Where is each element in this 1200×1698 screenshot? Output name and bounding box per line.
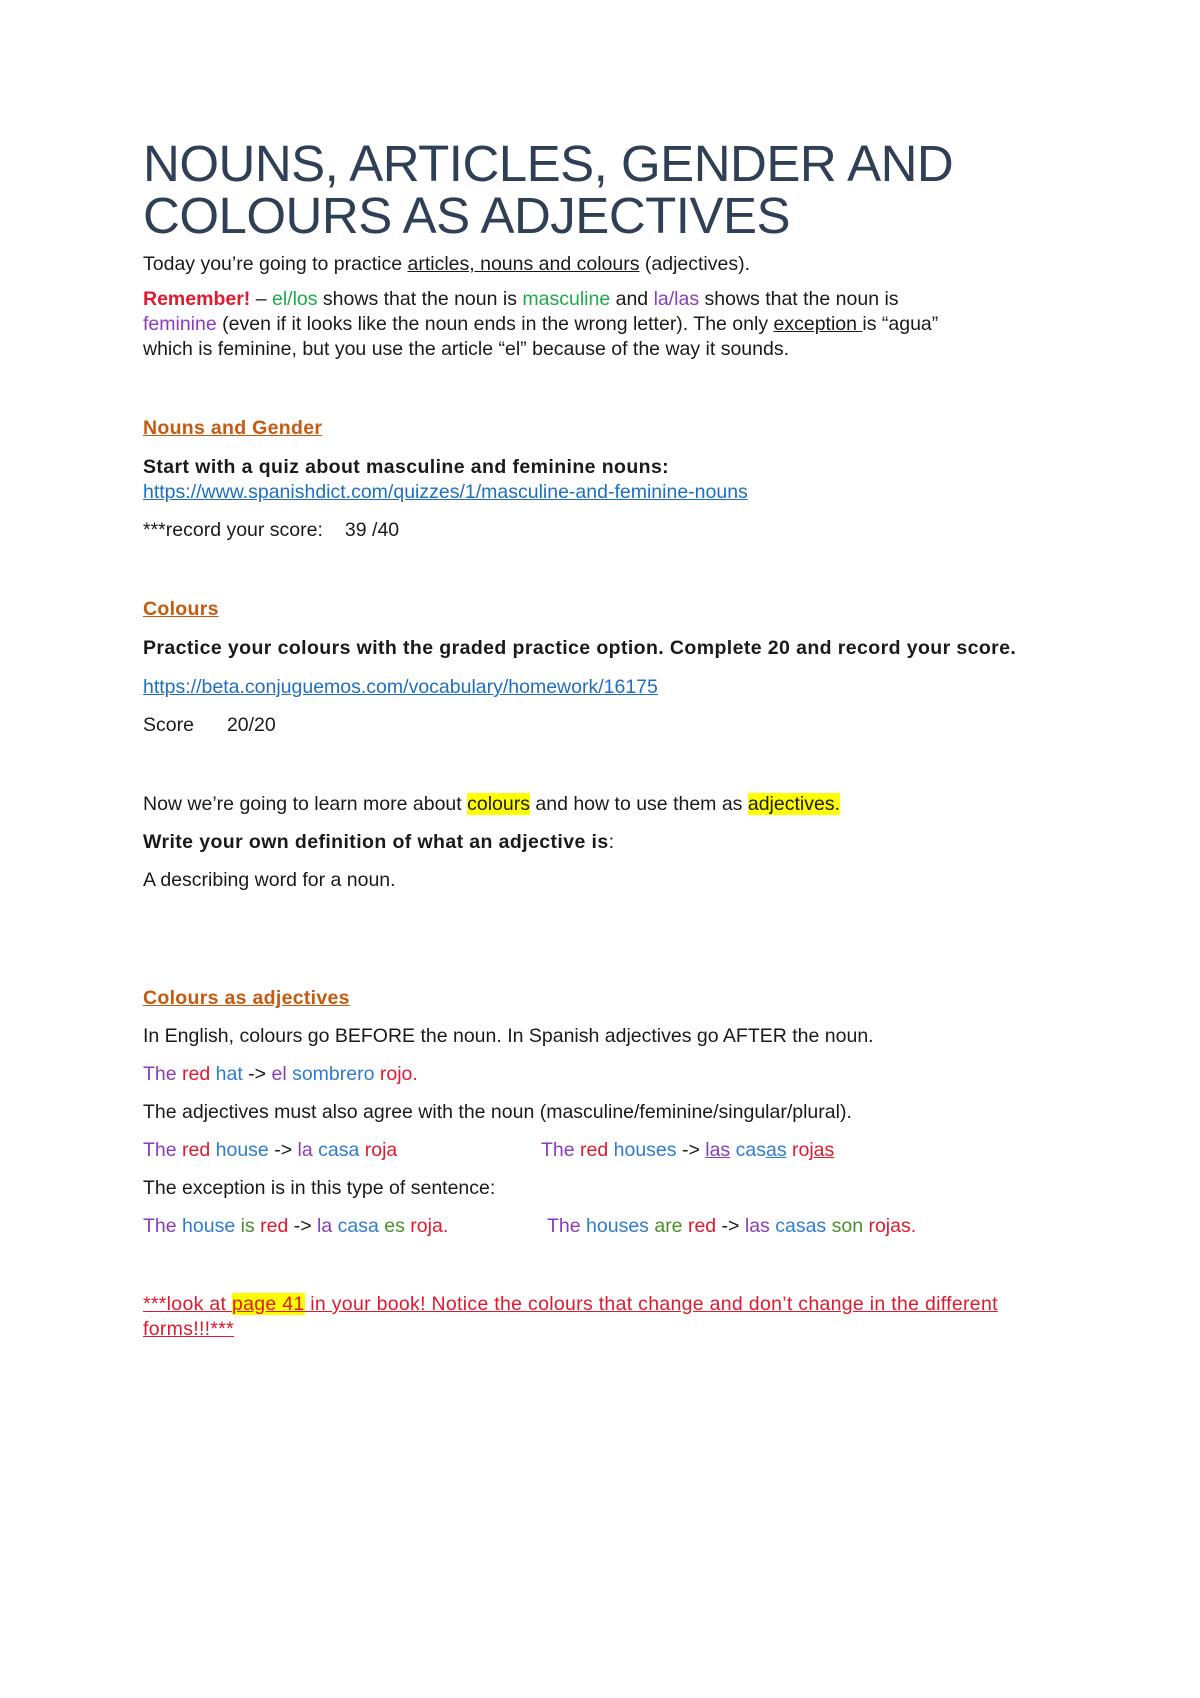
title-line-2: COLOURS AS ADJECTIVES — [143, 187, 791, 244]
word: house — [215, 1139, 269, 1161]
arrow: -> — [268, 1139, 298, 1161]
word: . — [412, 1063, 418, 1085]
intro-text: Today you’re going to practice — [143, 253, 408, 275]
el-los-text: el/los — [271, 288, 318, 310]
word: rojo — [379, 1063, 413, 1085]
remember-text: is “agua” — [862, 313, 939, 335]
quiz-link-line — [143, 480, 1073, 505]
colours-link-line — [143, 675, 1073, 700]
colours-score-line — [143, 713, 1073, 738]
word: roja — [410, 1215, 443, 1237]
arrow: -> — [242, 1063, 272, 1085]
exception-text: exception — [773, 313, 863, 335]
document-page — [143, 135, 1073, 1342]
word: . — [442, 1215, 449, 1237]
remember-text: which is feminine, but you use the article “el” because of the way it sounds. — [143, 338, 790, 360]
word: is — [240, 1215, 255, 1237]
score-value: 39 /40 — [344, 519, 400, 541]
adjective-intro-text: and how to use them as — [529, 793, 748, 815]
word: house — [182, 1215, 236, 1237]
arrow: -> — [288, 1215, 318, 1237]
highlight-adjectives: adjectives. — [747, 793, 840, 815]
word: casas — [775, 1215, 827, 1237]
word: The — [547, 1215, 581, 1237]
score-label: Score — [143, 714, 194, 736]
example-2a — [143, 1139, 397, 1161]
example-3a — [143, 1215, 448, 1237]
word: casa — [337, 1215, 379, 1237]
final-note — [143, 1292, 1073, 1342]
page-title — [143, 135, 1073, 244]
example-3 — [143, 1214, 1073, 1239]
word: roj — [792, 1139, 814, 1161]
heading-nouns-gender: Nouns and Gender — [143, 417, 323, 439]
definition-prompt — [143, 830, 1073, 855]
quiz-score-line — [143, 518, 1073, 543]
adjective-intro-text: Now we’re going to learn more about — [143, 793, 468, 815]
word: red — [182, 1139, 211, 1161]
colours-prompt: Practice your colours with the graded practice option. Complete 20 and record your score. — [143, 637, 1017, 659]
word: as — [765, 1139, 787, 1161]
heading-colours-adjectives: Colours as adjectives — [143, 987, 350, 1009]
word: roja — [364, 1139, 398, 1161]
word: es — [384, 1215, 405, 1237]
remember-paragraph — [143, 287, 1073, 362]
highlight-page: page 41 — [231, 1293, 305, 1315]
remember-text: (even if it looks like the noun ends in the wrong letter). The only — [216, 313, 774, 335]
word: sombrero — [292, 1063, 375, 1085]
quiz-prompt: Start with a quiz about masculine and feminine nouns: — [143, 456, 670, 478]
title-line-1: NOUNS, ARTICLES, GENDER AND — [143, 135, 954, 192]
final-note-text: ***look at — [143, 1293, 232, 1315]
word: The — [143, 1139, 177, 1161]
rule-line-2: The adjectives must also agree with the noun (masculine/feminine/singular/plural). — [143, 1101, 852, 1123]
word: casa — [318, 1139, 360, 1161]
word: red — [260, 1215, 289, 1237]
example-2b — [541, 1138, 834, 1163]
colon: : — [608, 831, 615, 853]
word: houses — [613, 1139, 677, 1161]
remember-text: shows that the noun is — [317, 288, 523, 310]
masculine-text: masculine — [522, 288, 611, 310]
word: are — [654, 1215, 683, 1237]
word: red — [580, 1139, 609, 1161]
rule-line-1: In English, colours go BEFORE the noun. In Spanish adjectives go AFTER the noun. — [143, 1025, 874, 1047]
word: . — [910, 1215, 917, 1237]
intro-underlined: articles, nouns and colours — [407, 253, 640, 275]
definition-prompt-text: Write your own definition of what an adjective is — [143, 831, 609, 853]
remember-text: shows that the noun is — [699, 288, 899, 310]
remember-text: and — [610, 288, 654, 310]
adjective-intro — [143, 792, 1073, 817]
quiz-link[interactable]: https://www.spanishdict.com/quizzes/1/masculine-and-feminine-nouns — [143, 481, 748, 503]
word: The — [541, 1139, 575, 1161]
remember-label: Remember! — [143, 288, 251, 310]
word: son — [831, 1215, 864, 1237]
word: las — [744, 1215, 770, 1237]
example-2 — [143, 1138, 1073, 1163]
word: rojas — [868, 1215, 911, 1237]
highlight-colours: colours — [467, 793, 530, 815]
word: The — [143, 1215, 177, 1237]
definition-answer: A describing word for a noun. — [143, 869, 396, 891]
word: red — [182, 1063, 211, 1085]
word: el — [271, 1063, 287, 1085]
example-3b — [547, 1214, 916, 1239]
final-note-text: in your book! Notice the colours that change and don’t change in the different forms!!!*** — [143, 1293, 998, 1340]
colours-link[interactable]: https://beta.conjuguemos.com/vocabulary/homework/16175 — [143, 676, 658, 698]
word: red — [687, 1215, 717, 1237]
word: la — [317, 1215, 333, 1237]
word: houses — [586, 1215, 649, 1237]
word: hat — [215, 1063, 243, 1085]
score-value: 20/20 — [226, 714, 276, 736]
heading-colours: Colours — [143, 598, 219, 620]
arrow: -> — [676, 1139, 706, 1161]
word: cas — [735, 1139, 766, 1161]
la-las-text: la/las — [653, 288, 700, 310]
dash: – — [250, 288, 272, 310]
intro-paragraph — [143, 252, 1073, 277]
word: as — [813, 1139, 835, 1161]
rule-line-3: The exception is in this type of sentence: — [143, 1177, 496, 1199]
word: The — [143, 1063, 177, 1085]
word: las — [705, 1139, 731, 1161]
score-label: ***record your score: — [143, 519, 323, 541]
intro-suffix: (adjectives). — [639, 253, 751, 275]
word: la — [297, 1139, 313, 1161]
feminine-text: feminine — [143, 313, 217, 335]
arrow: -> — [716, 1215, 745, 1237]
example-1 — [143, 1062, 1073, 1087]
